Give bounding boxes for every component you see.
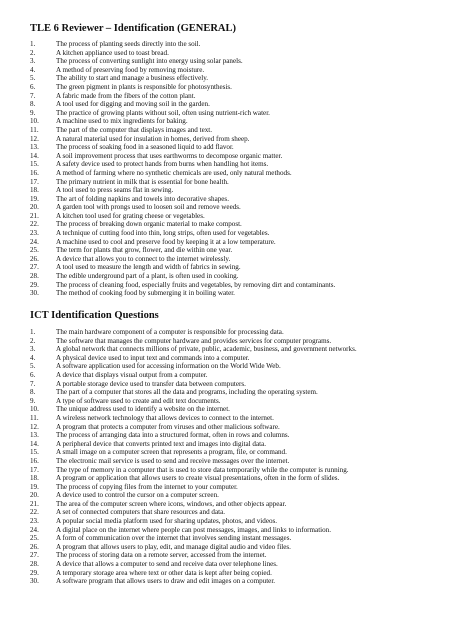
item-text: A digital place on the internet where people can post messages, images, and links to information. — [56, 525, 332, 534]
item-number: 9. — [30, 396, 36, 405]
section-title-ict: ICT Identification Questions — [30, 310, 159, 321]
list-item — [30, 49, 450, 58]
item-text: A program that protects a computer from viruses and other malicious software. — [56, 422, 280, 431]
item-text: A technique of cutting food into thin, long strips, often used for vegetables. — [56, 229, 270, 238]
list-item — [30, 534, 450, 543]
list-item — [30, 57, 450, 66]
item-number: 14. — [30, 151, 39, 160]
list-item — [30, 397, 450, 406]
item-text: A portable storage device used to transfer data between computers. — [56, 379, 246, 388]
list-item — [30, 66, 450, 75]
item-number: 9. — [30, 108, 36, 117]
item-number: 15. — [30, 160, 39, 169]
item-text: A method of preserving food by removing moisture. — [56, 65, 205, 74]
item-text: The process of breaking down organic material to make compost. — [56, 220, 242, 229]
list-item — [30, 517, 450, 526]
item-number: 2. — [30, 336, 36, 345]
item-number: 7. — [30, 91, 36, 100]
item-number: 3. — [30, 57, 36, 66]
item-number: 6. — [30, 82, 36, 91]
item-number: 28. — [30, 560, 39, 569]
item-text: A garden tool with prongs used to loosen soil and remove weeds. — [56, 203, 241, 212]
item-text: A wireless network technology that allows devices to connect to the internet. — [56, 413, 274, 422]
item-number: 6. — [30, 370, 36, 379]
item-number: 22. — [30, 220, 39, 229]
item-text: The art of folding napkins and towels into decorative shapes. — [56, 194, 229, 203]
item-text: A set of connected computers that share resources and data. — [56, 508, 226, 517]
item-text: A kitchen tool used for grating cheese or vegetables. — [56, 211, 205, 220]
list-item — [30, 229, 450, 238]
item-text: A tool used to measure the length and width of fabrics in sewing. — [56, 263, 241, 272]
item-text: A device that allows you to connect to the internet wirelessly. — [56, 254, 231, 263]
item-number: 29. — [30, 280, 39, 289]
list-item — [30, 491, 450, 500]
item-number: 19. — [30, 482, 39, 491]
item-number: 10. — [30, 405, 39, 414]
list-item — [30, 440, 450, 449]
list-item — [30, 143, 450, 152]
list-item — [30, 508, 450, 517]
item-number: 16. — [30, 168, 39, 177]
item-text: A software program that allows users to draw and edit images on a computer. — [56, 577, 276, 586]
item-text: The main hardware component of a computer is responsible for processing data. — [56, 328, 284, 336]
list-item — [30, 160, 450, 169]
item-number: 25. — [30, 534, 39, 543]
list-item — [30, 405, 450, 414]
item-text: A type of software used to create and edit text documents. — [56, 396, 221, 405]
item-number: 18. — [30, 186, 39, 195]
list-item — [30, 569, 450, 578]
item-number: 21. — [30, 211, 39, 220]
item-number: 21. — [30, 499, 39, 508]
list-item — [30, 186, 450, 195]
item-text: A tool used to press seams flat in sewing. — [56, 186, 174, 195]
list-item — [30, 483, 450, 492]
item-text: A kitchen appliance used to toast bread. — [56, 48, 169, 57]
item-number: 5. — [30, 362, 36, 371]
list-item — [30, 152, 450, 161]
item-text: A form of communication over the internet that involves sending instant messages. — [56, 534, 292, 543]
list-item — [30, 126, 450, 135]
item-number: 30. — [30, 289, 39, 298]
list-item — [30, 255, 450, 264]
item-text: A device used to control the cursor on a computer screen. — [56, 491, 219, 500]
item-text: A popular social media platform used for sharing updates, photos, and videos. — [56, 517, 278, 526]
item-text: A soil improvement process that uses earthworms to decompose organic matter. — [56, 151, 283, 160]
item-number: 12. — [30, 134, 39, 143]
list-item — [30, 560, 450, 569]
list-item — [30, 169, 450, 178]
item-number: 5. — [30, 74, 36, 83]
item-number: 24. — [30, 525, 39, 534]
item-text: A program that allows users to play, edit, and manage digital audio and video files. — [56, 542, 291, 551]
item-text: The area of the computer screen where icons, windows, and other objects appear. — [56, 499, 287, 508]
list-item — [30, 92, 450, 101]
item-number: 11. — [30, 125, 39, 134]
item-text: The process of arranging data into a structured format, often in rows and columns. — [56, 431, 290, 440]
item-number: 27. — [30, 551, 39, 560]
item-number: 1. — [30, 328, 36, 336]
item-text: A fabric made from the fibers of the cotton plant. — [56, 91, 196, 100]
item-text: The process of storing data on a remote server, accessed from the internet. — [56, 551, 267, 560]
list-item — [30, 195, 450, 204]
list-item — [30, 281, 450, 290]
item-number: 4. — [30, 65, 36, 74]
item-number: 15. — [30, 448, 39, 457]
item-number: 8. — [30, 100, 36, 109]
item-number: 4. — [30, 353, 36, 362]
item-number: 23. — [30, 229, 39, 238]
list-item — [30, 40, 450, 49]
item-text: A temporary storage area where text or other data is kept after being copied. — [56, 568, 272, 577]
list-item — [30, 135, 450, 144]
item-text: A device that displays visual output from a computer. — [56, 370, 208, 379]
list-item — [30, 362, 450, 371]
item-text: The electronic mail service is used to send and receive messages over the internet. — [56, 456, 290, 465]
item-number: 12. — [30, 422, 39, 431]
item-number: 26. — [30, 542, 39, 551]
list-item — [30, 337, 450, 346]
item-number: 2. — [30, 48, 36, 57]
item-number: 20. — [30, 203, 39, 212]
list-item — [30, 414, 450, 423]
list-item — [30, 109, 450, 118]
item-text: The part of a computer that stores all the data and programs, including the operating system. — [56, 388, 318, 397]
list-item — [30, 500, 450, 509]
list-item — [30, 246, 450, 255]
item-text: The primary nutrient in milk that is essential for bone health. — [56, 177, 229, 186]
item-text: A peripheral device that converts printed text and images into digital data. — [56, 439, 266, 448]
item-number: 23. — [30, 517, 39, 526]
item-number: 19. — [30, 194, 39, 203]
ict-question-list — [30, 328, 450, 586]
item-number: 17. — [30, 177, 39, 186]
item-number: 24. — [30, 237, 39, 246]
list-item — [30, 328, 450, 337]
list-item — [30, 263, 450, 272]
list-item — [30, 474, 450, 483]
list-item — [30, 238, 450, 247]
item-text: A software application used for accessing information on the World Wide Web. — [56, 362, 281, 371]
item-text: A safety device used to protect hands from burns when handling hot items. — [56, 160, 269, 169]
item-text: The process of planting seeds directly into the soil. — [56, 40, 201, 48]
item-text: The term for plants that grow, flower, and die within one year. — [56, 246, 233, 255]
item-number: 30. — [30, 577, 39, 586]
list-item — [30, 289, 450, 298]
item-number: 18. — [30, 474, 39, 483]
item-text: The process of copying files from the internet to your computer. — [56, 482, 238, 491]
item-text: The practice of growing plants without soil, often using nutrient-rich water. — [56, 108, 270, 117]
list-item — [30, 551, 450, 560]
item-number: 27. — [30, 263, 39, 272]
item-text: The ability to start and manage a business effectively. — [56, 74, 209, 83]
item-number: 28. — [30, 272, 39, 281]
item-number: 22. — [30, 508, 39, 517]
item-number: 1. — [30, 40, 36, 48]
item-number: 17. — [30, 465, 39, 474]
item-number: 3. — [30, 345, 36, 354]
list-item — [30, 380, 450, 389]
item-text: The process of soaking food in a seasoned liquid to add flavor. — [56, 143, 234, 152]
item-text: The software that manages the computer hardware and provides services for computer programs. — [56, 336, 332, 345]
item-number: 16. — [30, 456, 39, 465]
section-title-tle: TLE 6 Reviewer – Identification (GENERAL) — [30, 23, 237, 34]
item-text: The type of memory in a computer that is used to store data temporarily while the computer is running. — [56, 465, 349, 474]
item-text: The part of the computer that displays images and text. — [56, 125, 213, 134]
list-item — [30, 457, 450, 466]
list-item — [30, 526, 450, 535]
item-number: 7. — [30, 379, 36, 388]
item-number: 10. — [30, 117, 39, 126]
item-number: 13. — [30, 431, 39, 440]
list-item — [30, 203, 450, 212]
list-item — [30, 431, 450, 440]
list-item — [30, 117, 450, 126]
list-item — [30, 212, 450, 221]
list-item — [30, 371, 450, 380]
list-item — [30, 345, 450, 354]
item-number: 29. — [30, 568, 39, 577]
list-item — [30, 388, 450, 397]
item-number: 8. — [30, 388, 36, 397]
list-item — [30, 100, 450, 109]
list-item — [30, 74, 450, 83]
list-item — [30, 178, 450, 187]
item-number: 20. — [30, 491, 39, 500]
item-text: A program or application that allows users to create visual presentations, often in the form of slides. — [56, 474, 340, 483]
tle-question-list — [30, 40, 450, 298]
list-item — [30, 577, 450, 586]
item-text: A method of farming where no synthetic chemicals are used, only natural methods. — [56, 168, 292, 177]
list-item — [30, 423, 450, 432]
item-text: The green pigment in plants is responsible for photosynthesis. — [56, 82, 232, 91]
item-text: A tool used for digging and moving soil in the garden. — [56, 100, 210, 109]
item-text: A machine used to cool and preserve food by keeping it at a low temperature. — [56, 237, 276, 246]
item-text: A global network that connects millions of private, public, academic, business, and government networks. — [56, 345, 357, 354]
item-number: 13. — [30, 143, 39, 152]
item-text: The process of cleaning food, especially fruits and vegetables, by removing dirt and contaminants. — [56, 280, 336, 289]
item-number: 11. — [30, 413, 39, 422]
list-item — [30, 272, 450, 281]
item-number: 25. — [30, 246, 39, 255]
list-item — [30, 448, 450, 457]
item-number: 14. — [30, 439, 39, 448]
list-item — [30, 466, 450, 475]
item-text: The edible underground part of a plant, is often used in cooking. — [56, 272, 239, 281]
item-text: A small image on a computer screen that represents a program, file, or command. — [56, 448, 287, 457]
item-text: A machine used to mix ingredients for baking. — [56, 117, 188, 126]
item-text: A device that allows a computer to send and receive data over telephone lines. — [56, 560, 278, 569]
list-item — [30, 543, 450, 552]
item-text: The process of converting sunlight into energy using solar panels. — [56, 57, 243, 66]
item-text: A natural material used for insulation in homes, derived from sheep. — [56, 134, 250, 143]
list-item — [30, 83, 450, 92]
item-text: The unique address used to identify a website on the internet. — [56, 405, 230, 414]
item-text: A physical device used to input text and commands into a computer. — [56, 353, 250, 362]
list-item — [30, 354, 450, 363]
item-text: The method of cooking food by submerging it in boiling water. — [56, 289, 235, 298]
item-number: 26. — [30, 254, 39, 263]
list-item — [30, 220, 450, 229]
